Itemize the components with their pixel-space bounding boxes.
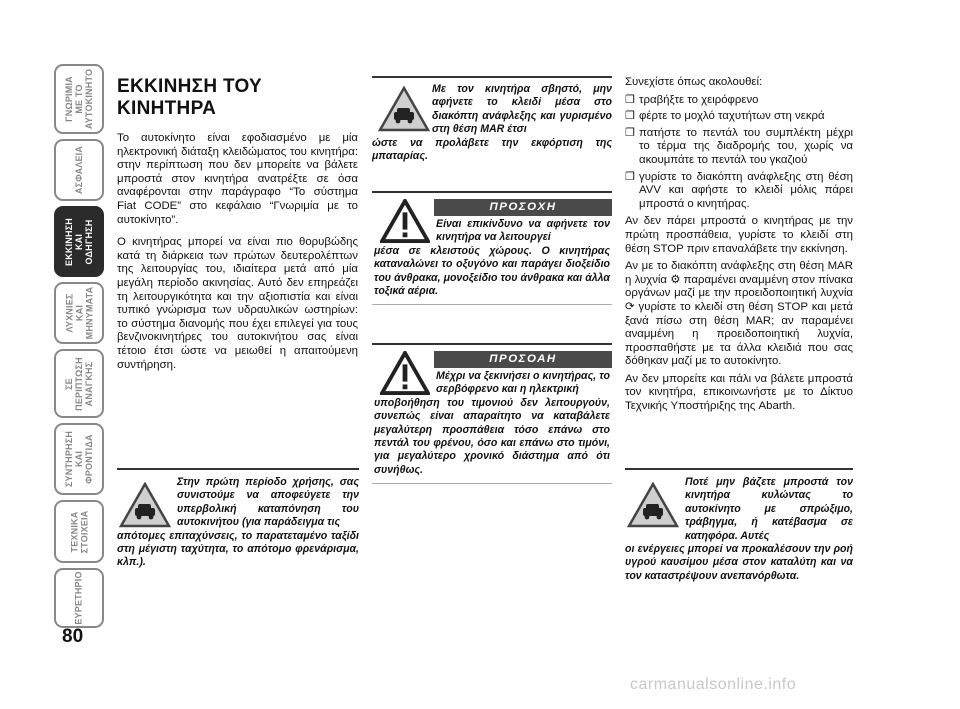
tab-maintenance[interactable] [54, 423, 104, 495]
column-1 [117, 76, 358, 381]
break-in-warning [117, 468, 359, 570]
tab-label: ΓΝΩΡΙΜΙΑ ΜΕ ΤΟ ΑΥΤΟΚΙΝΗΤΟ [64, 68, 95, 130]
column-3 [625, 76, 853, 418]
bullet: ❐ [625, 126, 635, 139]
bullet: ❐ [625, 110, 635, 123]
tab-label: ΣΕ ΠΕΡΙΠΤΩΣΗ ΑΝΑΓΚΗΣ [64, 356, 95, 411]
note-text-rest: ώστε να προλάβετε την εκφόρτιση της μπαταρίας. [372, 136, 612, 163]
caution-text-indent: Μέχρι να ξεκινήσει ο κινητήρας, το σερβόφρενο και η ηλεκτρική [436, 370, 610, 396]
list-item: ❐ φέρτε το μοχλό ταχυτήτων στη νεκρά [625, 110, 825, 123]
bullet: ❐ [625, 93, 635, 106]
note-text-indent: Με τον κινητήρα σβηστό, μην αφήνετε το κλειδί μέσα στο διακόπτη ανάφλεξης και γυρισμένο στη θέση MAR έτσι [432, 83, 612, 136]
noise-paragraph: Ο κινητήρας μπορεί να είναι πιο θορυβώδης κατά τη διάρκεια των πρώτων δευτερολέπτων της λειτουργίας του, ιδιαίτερα μετά από μία μεγάλη περίοδο ακινησίας. Αυτό δεν επηρεάζει τη λειτουργικότητα και την αξιοπιστία και είναι τυπικό γνώρισμα των υδραυλικών ωστηρίων: το σύστημα διανομής που έχει επιλεγεί για τους βενζινοκινητήρες του αυτοκινήτου σας είναι τέτοιο έτσι ώστε να μειωθεί η απαιτούμενη συντήρηση. [117, 236, 358, 371]
tab-getting-to-know[interactable] [54, 64, 104, 134]
caution-text-indent: Είναι επικίνδυνο να αφήνετε τον κινητήρα να λειτουργεί [436, 218, 610, 244]
mar-paragraph: Αν με το διακόπτη ανάφλεξης στη θέση MAR η λυχνία ⚙ παραμένει αναμμένη στον πίνακα οργάνων μαζί με την προειδοποιητική λυχνία ⟳ γυρίστε το κλειδί στη θέση STOP και μετά ξανά πίσω στη θέση MAR; αν παραμένει αναμμένη η προειδοποιητική λυχνία, προσπαθήστε με τα άλλα κλειδιά που σας δόθηκαν μαζί με το αυτοκίνητο. [625, 260, 853, 368]
tab-lights-messages[interactable] [54, 282, 104, 344]
list-item: ❐ γυρίστε το διακόπτη ανάφλεξης στη θέση AVV και αφήστε το κλειδί μόλις πάρει μπροστά ο κινητήρας. [625, 170, 853, 210]
page-number: 80 [62, 626, 84, 647]
tab-starting-driving[interactable] [54, 206, 104, 277]
warning-text-rest: οι ενέργειες μπορεί να προκαλέσουν την ροή υγρού καυσίμου μέσα στον καταλύτη και να τον καταστρέψουν ανεπανόρθωτα. [625, 543, 853, 582]
exclamation-warning-icon [380, 351, 430, 395]
push-start-warning [625, 468, 853, 583]
tab-label: ΛΥΧΝΙΕΣ ΚΑΙ ΜΗΝΥΜΑΤΑ [64, 286, 94, 340]
warning-text-indent: Ποτέ μην βάζετε μπροστά τον κινητήρα κυλώντας το αυτοκίνητο με σπρώξιμο, τράβηγμα, ή κατέβασμα σε κατηφόρα. Αυτές [685, 476, 853, 542]
list-item: ❐ πατήστε το πεντάλ του συμπλέκτη μέχρι το τέρμα της διαδρομής του, χωρίς να ακουμπάτε το πεντάλ του γκαζιού [625, 126, 853, 166]
bullet: ❐ [625, 170, 635, 183]
caution-box-servo [372, 343, 612, 484]
caution-box-exhaust [372, 191, 612, 305]
car-warning-icon [378, 86, 430, 132]
tab-label: ΣΥΝΤΗΡΗΣΗ ΚΑΙ ΦΡΟΝΤΙΔΑ [64, 430, 95, 488]
tab-label: ΤΕΧΝΙΚΑ ΣΤΟΙΧΕΙΑ [69, 510, 89, 553]
tab-index[interactable] [54, 568, 104, 628]
warning-text-indent: Στην πρώτη περίοδο χρήσης, σας συνιστούμε να αποφεύγετε την υπερβολική καταπόνηση του αυτοκινήτου (για παράδειγμα τις [177, 476, 359, 529]
abarth-paragraph: Αν δεν μπορείτε και πάλι να βάλετε μπροστά τον κινητήρα, επικοινωνήστε με το Δίκτυο Τεχνικής Υποστήριξης της Abarth. [625, 372, 853, 413]
tab-label: ΕΥΡΕΤΗΡΙΟ [74, 571, 85, 625]
tab-emergency[interactable] [54, 349, 104, 418]
warning-text-rest: απότομες επιταχύνσεις, το παρατεταμένο ταξίδι στη μέγιστη ταχύτητα, το απότομο φρενάρισμα, κλπ.). [117, 529, 359, 569]
car-warning-icon [119, 482, 171, 528]
steps-intro: Συνεχίστε όπως ακολουθεί: [625, 76, 763, 88]
stop-paragraph: Αν δεν πάρει μπροστά ο κινητήρας με την πρώτη προσπάθεια, γυρίστε το κλειδί στη θέση STOP πριν επαναλάβετε την εκκίνηση. [625, 215, 853, 255]
tab-label: ΕΚΚΙΝΗΣΗ ΚΑΙ ΟΔΗΓΗΣΗ [64, 217, 95, 266]
caution-heading: ΠΡΟΣΟΑΗ [434, 351, 612, 368]
tab-safety[interactable] [54, 139, 104, 201]
tab-label: ΑΣΦΑΛΕΙΑ [74, 145, 84, 195]
caution-text-rest: υποβοήθηση του τιμονιού δεν λειτουργούν, συνεπώς είναι απαραίτητο να καταβάλετε μεγαλύτερη προσπάθεια τόσο επάνω στο πεντάλ του φρένου, όσο και επάνω στο τιμόνι, για μεγαλύτερο χρονικό διάστημα από ότι συνήθως. [374, 396, 610, 476]
tab-technical-data[interactable] [54, 500, 104, 563]
list-item: ❐ τραβήξτε το χειρόφρενο [625, 93, 759, 106]
car-warning-icon [627, 482, 679, 528]
watermark: carmanualsonline.info [630, 676, 797, 693]
page-title: ΕΚΚΙΝΗΣΗ ΤΟΥ ΚΙΝΗΤΗΡΑ [117, 76, 263, 119]
caution-text-rest: μέσα σε κλειστούς χώρους. Ο κινητήρας καταναλώνει το οξυγόνο και παράγει διοξείδιο του άνθρακα, μονοξείδιο του άνθρακα και άλλα τοξικά αέρια. [374, 244, 610, 298]
battery-note [372, 76, 612, 163]
intro-paragraph: Το αυτοκίνητο είναι εφοδιασμένο με μία ηλεκτρονική διάταξη κλειδώματος του κινητήρα: στην περίπτωση που δεν μπορείτε να βάλετε μπροστά στον κινητήρα ανατρέξτε σε όσα αναφέρονται στην παράγραφο “Το σύστημα Fiat CODE” στο κεφάλαιο “Γνωριμία με το αυτοκίνητο”. [117, 132, 358, 226]
exclamation-warning-icon [380, 199, 430, 243]
caution-heading: ΠΡΟΣΟΧΗ [434, 199, 612, 216]
